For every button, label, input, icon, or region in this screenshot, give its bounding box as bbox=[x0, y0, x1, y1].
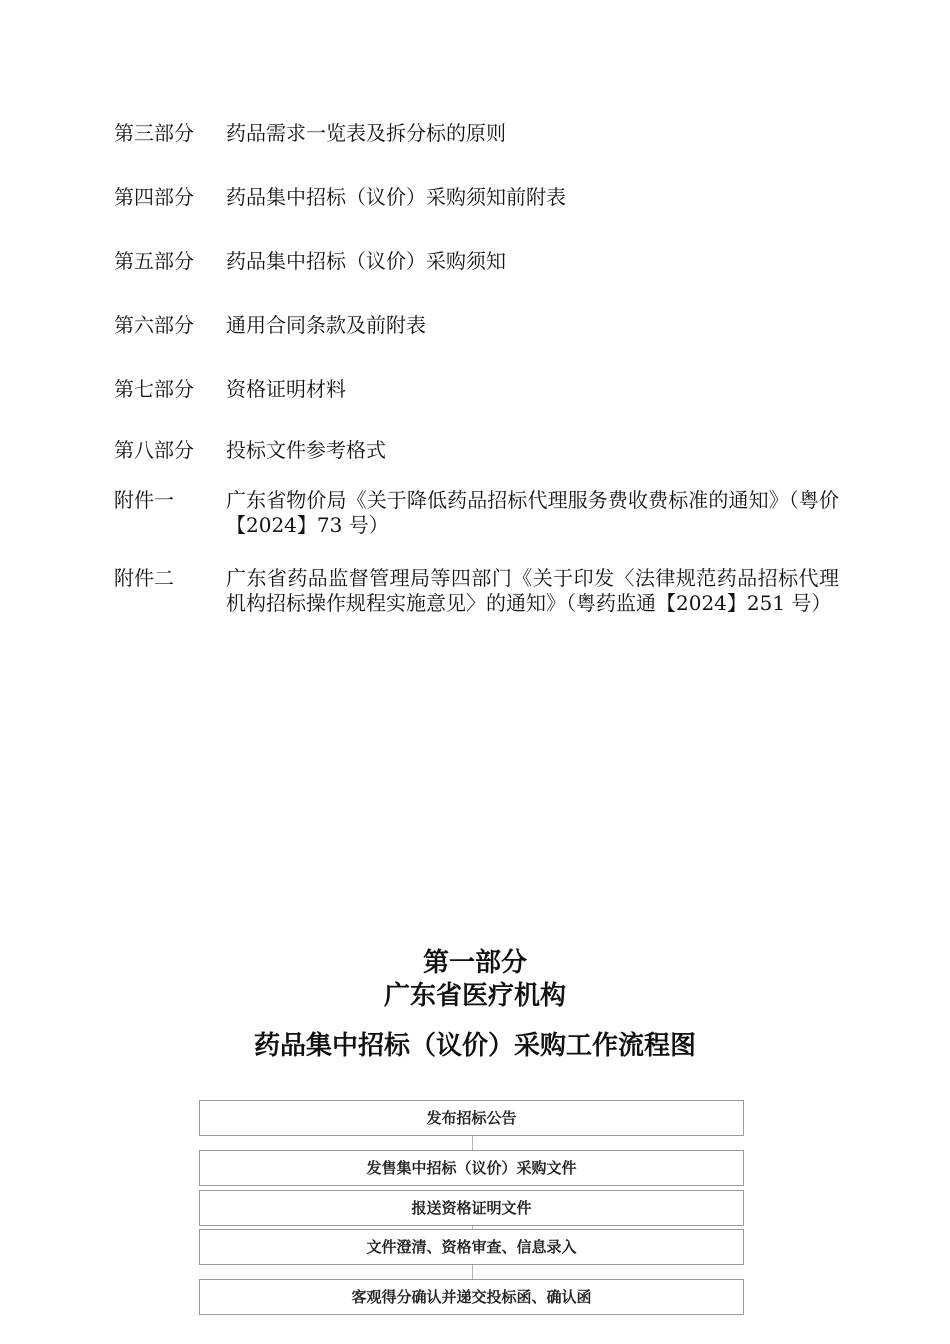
toc-item-part-5 bbox=[114, 249, 839, 274]
flow-step-clarification-review: 文件澄清、资格审查、信息录入 bbox=[199, 1229, 744, 1265]
toc-text: 广东省物价局《关于降低药品招标代理服务费收费标准的通知》（粤价【2024】73 号） bbox=[226, 488, 839, 537]
flow-step-score-confirmation: 客观得分确认并递交投标函、确认函 bbox=[199, 1279, 744, 1315]
toc-item-part-7 bbox=[114, 377, 839, 402]
section-org-heading: 广东省医疗机构 bbox=[383, 981, 566, 1011]
toc-text: 资格证明材料 bbox=[226, 377, 346, 401]
flow-connector bbox=[472, 1264, 473, 1279]
toc-text: 药品集中招标（议价）采购须知 bbox=[226, 249, 506, 273]
toc-label: 第六部分 bbox=[114, 313, 194, 337]
toc-text: 广东省药品监督管理局等四部门《关于印发〈法律规范药品招标代理机构招标操作规程实施意见〉的通知》（粤药监通【2024】251 号） bbox=[226, 566, 839, 615]
toc-item-part-6 bbox=[114, 313, 839, 338]
toc-label: 附件一 bbox=[114, 488, 174, 512]
section-title-heading: 药品集中招标（议价）采购工作流程图 bbox=[253, 1031, 696, 1061]
toc-item-attachment-2 bbox=[114, 566, 839, 616]
flow-step-publish-notice: 发布招标公告 bbox=[199, 1100, 744, 1136]
toc-label: 第五部分 bbox=[114, 249, 194, 273]
toc-label: 附件二 bbox=[114, 566, 174, 590]
toc-item-part-4 bbox=[114, 185, 839, 210]
flow-connector bbox=[472, 1136, 473, 1150]
toc-text: 药品集中招标（议价）采购须知前附表 bbox=[226, 185, 566, 209]
flow-step-submit-qualification: 报送资格证明文件 bbox=[199, 1190, 744, 1226]
toc-item-part-8 bbox=[114, 438, 839, 463]
toc-text: 投标文件参考格式 bbox=[226, 438, 386, 462]
section-part-heading: 第一部分 bbox=[422, 948, 527, 978]
toc-label: 第七部分 bbox=[114, 377, 194, 401]
flow-step-sell-documents: 发售集中招标（议价）采购文件 bbox=[199, 1150, 744, 1186]
toc-text: 药品需求一览表及拆分标的原则 bbox=[226, 121, 506, 145]
toc-label: 第八部分 bbox=[114, 438, 194, 462]
toc-text: 通用合同条款及前附表 bbox=[226, 313, 426, 337]
toc-label: 第三部分 bbox=[114, 121, 194, 145]
toc-item-attachment-1 bbox=[114, 488, 839, 538]
toc-label: 第四部分 bbox=[114, 185, 194, 209]
toc-item-part-3 bbox=[114, 121, 839, 146]
